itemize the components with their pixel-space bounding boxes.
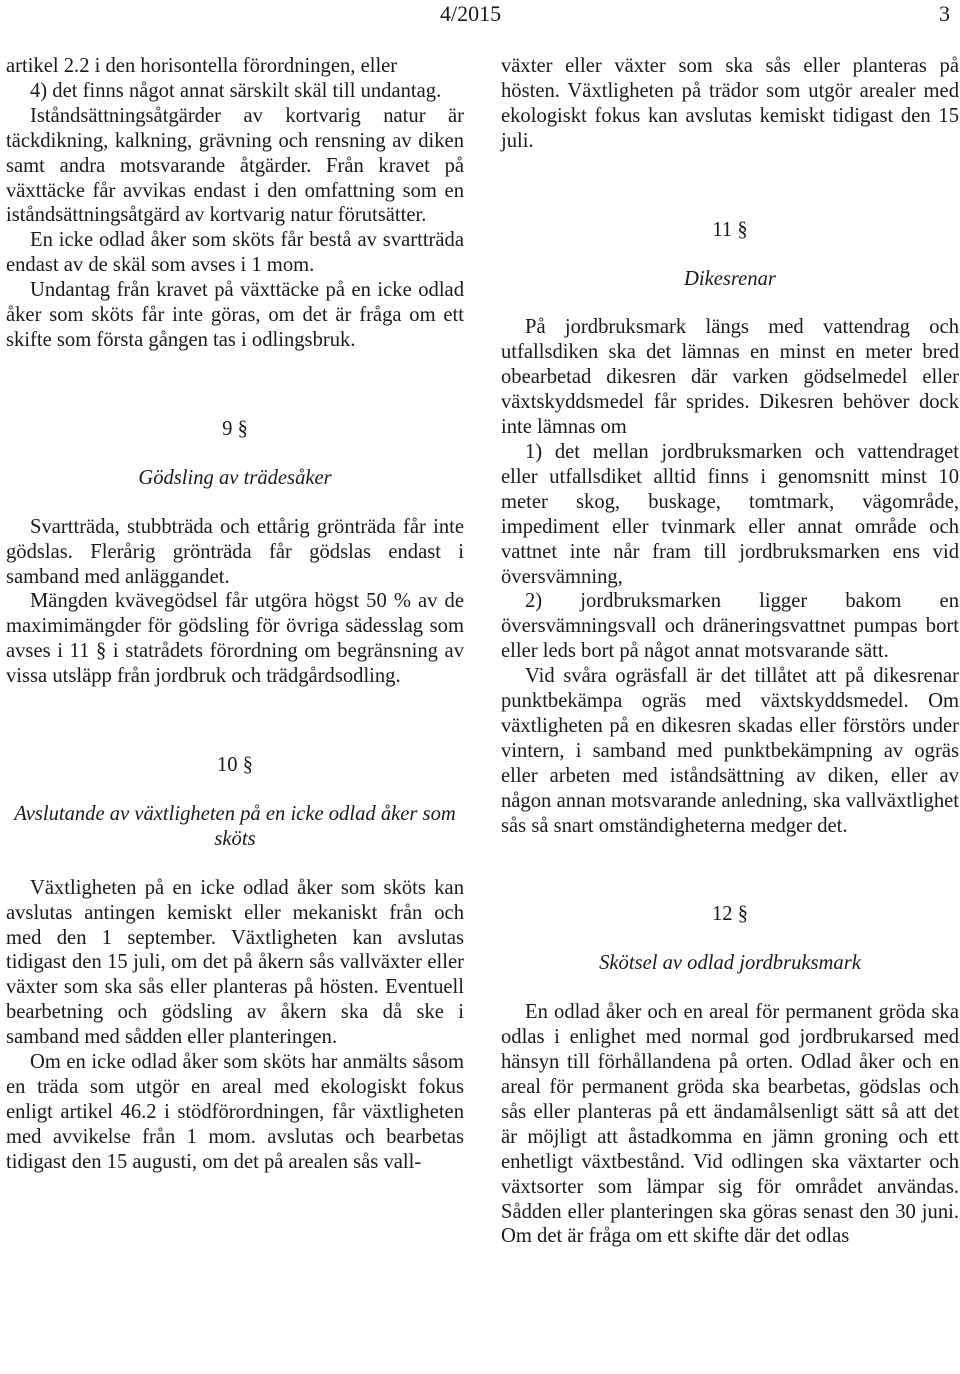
section-title: Avslutande av växtligheten på en icke odlad åker som sköts	[14, 802, 456, 850]
paragraph: Svartträda, stubbträda och ettårig grönträda får inte gödslas. Flerårig grönträda får gödslas endast i samband med anläggandet.	[6, 515, 464, 588]
paragraph: 1) det mellan jordbruksmarken och vattendraget eller utfallsdiket alltid finns i genomsnitt minst 10 meter skog, buskage, tomtmark, vägområde, impediment eller tvinmark eller annat område och vattnet inte når fram till jordbruksmarken ens vid översvämning,	[501, 440, 959, 588]
paragraph: växter eller växter som ska sås eller planteras på hösten. Växtligheten på trädor som utgör arealer med ekologiskt fokus kan avslutas kemiskt tidigast den 15 juli.	[501, 55, 959, 152]
issue-number: 4/2015	[440, 1, 502, 26]
section-number: 10 §	[216, 754, 254, 777]
paragraph: 2) jordbruksmarken ligger bakom en översvämningsvall och dräneringsvattnet pumpas bort eller leds bort på något annat motsvarande sätt.	[501, 590, 959, 663]
paragraph: Om en icke odlad åker som sköts har anmälts såsom en träda som utgör en areal med ekologiskt fokus enligt artikel 46.2 i stödförordningen, får växtligheten med avvikelse från 1 mom. avslutas och bearbetas tidigast den 15 augusti, om det på arealen sås vall-	[6, 1051, 464, 1173]
paragraph: På jordbruksmark längs med vattendrag och utfallsdiken ska det lämnas en minst en meter bred obearbetad dikesren där varken gödselmedel eller växtskyddsmedel får sprides. Dikesren behöver dock inte lämnas om	[501, 316, 959, 439]
section-number: 12 §	[711, 903, 749, 926]
paragraph: 4) det finns något annat särskilt skäl till undantag.	[30, 79, 442, 102]
paragraph: Växtligheten på en icke odlad åker som sköts kan avslutas antingen kemiskt eller mekaniskt från och med den 1 september. Växtligheten kan avslutas tidigast den 15 juli, om det på åkern sås vallväxter eller växter som ska sås eller planteras på hösten. Eventuell bearbetning och gödsling av åkern ska då ske i samband med sådden eller planteringen.	[6, 876, 464, 1049]
page-number: 3	[939, 1, 950, 26]
section-number: 11 §	[712, 218, 748, 241]
right-column	[501, 54, 959, 1249]
paragraph: En icke odlad åker som sköts får bestå av svartträda endast av de skäl som avses i 1 mom.	[6, 229, 464, 277]
section-number: 9 §	[222, 417, 248, 440]
paragraph: En odlad åker och en areal för permanent gröda ska odlas i enlighet med normal god jordbrukarsed med hänsyn till förhållandena på orten. Odlad åker och en areal för permanent gröda ska bearbetas, gödslas och sås eller planteras på ett ändamålsenligt sätt så att det är möjligt att åstadkomma en jämn groning och ett enhetligt växtbestånd. Vid odlingen ska växtarter och växtsorter som lämpar sig för området användas. Sådden eller planteringen ska göras senast den 30 juni. Om det är fråga om ett skifte där det odlas	[501, 1001, 959, 1248]
paragraph: Undantag från kravet på växttäcke på en icke odlad åker som sköts får inte göras, om det är fråga om ett skifte som första gången tas i odlingsbruk.	[6, 279, 464, 351]
paragraph: artikel 2.2 i den horisontella förordningen, eller	[6, 55, 398, 77]
paragraph: Mängden kvävegödsel får utgöra högst 50 % av de maximimängder för gödsling för övriga sädesslag som avses i 11 § i statrådets förordning om begränsning av vissa utsläpp från jordbruk och trädgårdsodling.	[6, 590, 464, 688]
paragraph: Iståndsättningsåtgärder av kortvarig natur är täckdikning, kalkning, grävning och rensning av diken samt andra motsvarande åtgärder. Från kravet på växttäcke får avvikas endast i den omfattning som en iståndsättningsåtgärd av kortvarig natur förutsätter.	[6, 104, 464, 227]
section-title: Gödsling av trädesåker	[138, 466, 332, 489]
section-title: Dikesrenar	[684, 267, 776, 290]
paragraph: Vid svåra ogräsfall är det tillåtet att på dikesrenar punktbekämpa ogräs med växtskyddsmedel. Om växtligheten på en dikesren skadas eller förstörs under vintern, i samband med punktbekämpning av ogräs eller arbeten med iståndsättning av diken, eller av någon annan motsvarande anledning, ska vallväxtlighet sås så snart omständigheterna medger det.	[501, 665, 959, 837]
section-title: Skötsel av odlad jordbruksmark	[599, 952, 861, 975]
left-column	[6, 54, 464, 1175]
